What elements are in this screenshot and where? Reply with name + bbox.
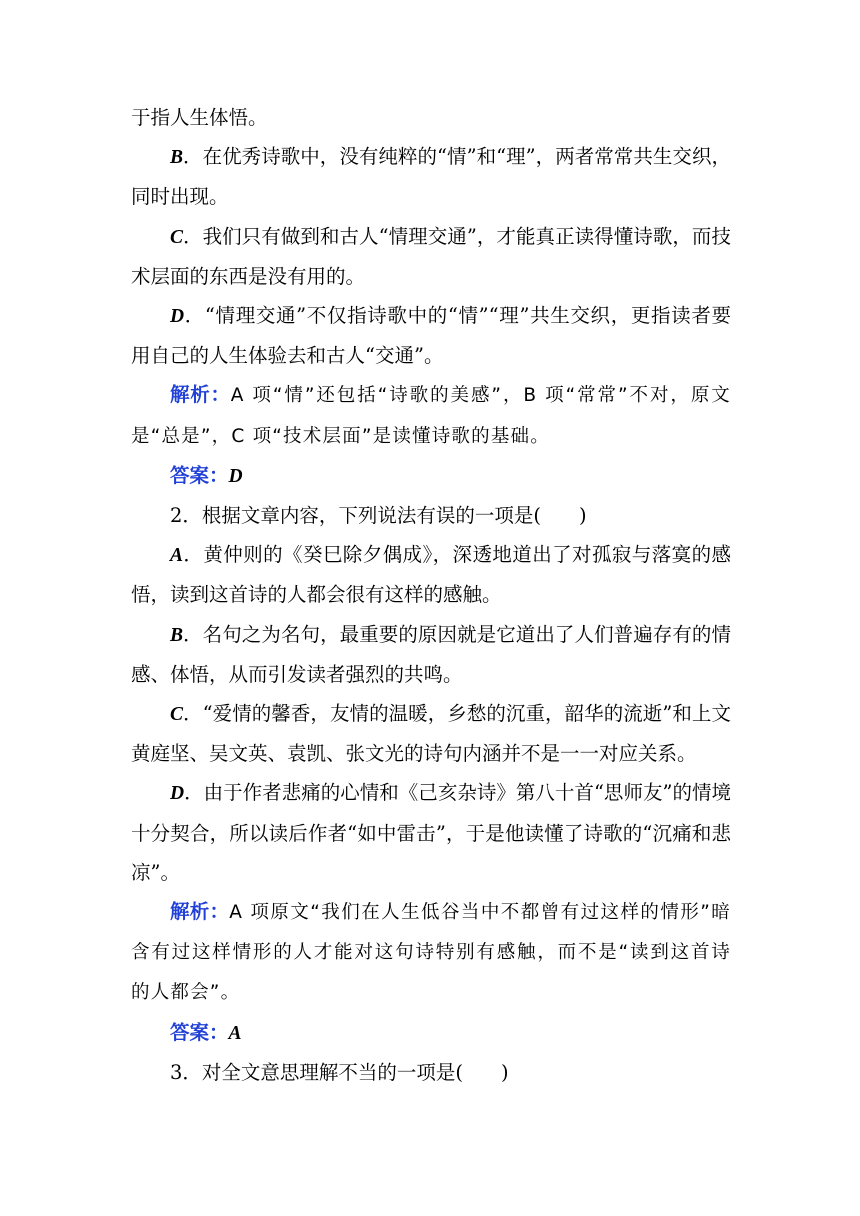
option-letter: B — [170, 147, 184, 169]
q2-option-b — [131, 615, 731, 694]
question-stem: 2．根据文章内容，下列说法有误的一项是( — [170, 504, 542, 528]
analysis-label: 解析： — [170, 900, 230, 924]
q1-analysis — [131, 375, 731, 455]
option-text: ．“爱情的馨香，友情的温暖，乡愁的沉重，韶华的流逝”和上文黄庭坚、吴文英、袁凯、张文光的诗句内涵并不是一一对应关系。 — [131, 702, 731, 766]
option-letter: D — [170, 306, 185, 328]
q2-stem — [131, 496, 731, 535]
option-letter: D — [170, 783, 185, 805]
answer-label: 答案： — [170, 463, 229, 487]
q1-option-a-continuation: 于指人生体悟。 — [131, 106, 268, 129]
question-stem-end: ) — [579, 504, 587, 528]
q1-option-d — [131, 296, 731, 375]
answer-value: D — [228, 465, 243, 487]
option-letter: A — [170, 545, 184, 567]
option-letter: C — [170, 704, 184, 726]
q1-answer — [131, 456, 731, 496]
analysis-text: A 项“情”还包括“诗歌的美感”，B 项“常常”不对，原文是“总是”，C 项“技术层面”是读懂诗歌的基础。 — [131, 385, 731, 447]
option-text: ．我们只有做到和古人“情理交通”，才能真正读得懂诗歌，而技术层面的东西是没有用的。 — [131, 224, 731, 288]
answer-value: A — [228, 1022, 242, 1044]
option-text: ．由于作者悲痛的心情和《己亥杂诗》第八十首“思师友”的情境十分契合，所以读后作者“如中雷击”，于是他读懂了诗歌的“沉痛和悲凉”。 — [131, 781, 731, 884]
q2-option-d — [131, 773, 731, 892]
question-stem: 3．对全文意思理解不当的一项是( — [170, 1060, 464, 1084]
q1-option-b — [131, 137, 731, 216]
option-text: ．黄仲则的《癸巳除夕偶成》，深透地道出了对孤寂与落寞的感悟，读到这首诗的人都会很有这样的感触。 — [131, 543, 731, 607]
q2-option-a — [131, 535, 731, 614]
document-page — [131, 98, 731, 1092]
q1-option-c — [131, 217, 731, 296]
analysis-label: 解析： — [170, 383, 231, 407]
answer-label: 答案： — [170, 1020, 229, 1044]
option-letter: B — [170, 624, 184, 646]
analysis-text: A 项原文“我们在人生低谷当中不都曾有过这样的情形”暗含有过这样情形的人才能对这句诗特别有感触，而不是“读到这首诗的人都会”。 — [131, 902, 731, 1004]
option-text: ．“情理交通”不仅指诗歌中的“情”“理”共生交织，更指读者要用自己的人生体验去和古人“交通”。 — [131, 304, 731, 368]
q2-analysis — [131, 892, 731, 1013]
option-text: ．名句之为名句，最重要的原因就是它道出了人们普遍存有的情感、体悟，从而引发读者强烈的共鸣。 — [131, 622, 731, 686]
q2-option-c — [131, 694, 731, 773]
option-text: ．在优秀诗歌中，没有纯粹的“情”和“理”，两者常常共生交织，同时出现。 — [131, 145, 731, 209]
option-letter: C — [170, 226, 184, 248]
q3-stem — [131, 1053, 731, 1092]
q2-answer — [131, 1013, 731, 1053]
question-stem-end: ) — [501, 1060, 509, 1084]
